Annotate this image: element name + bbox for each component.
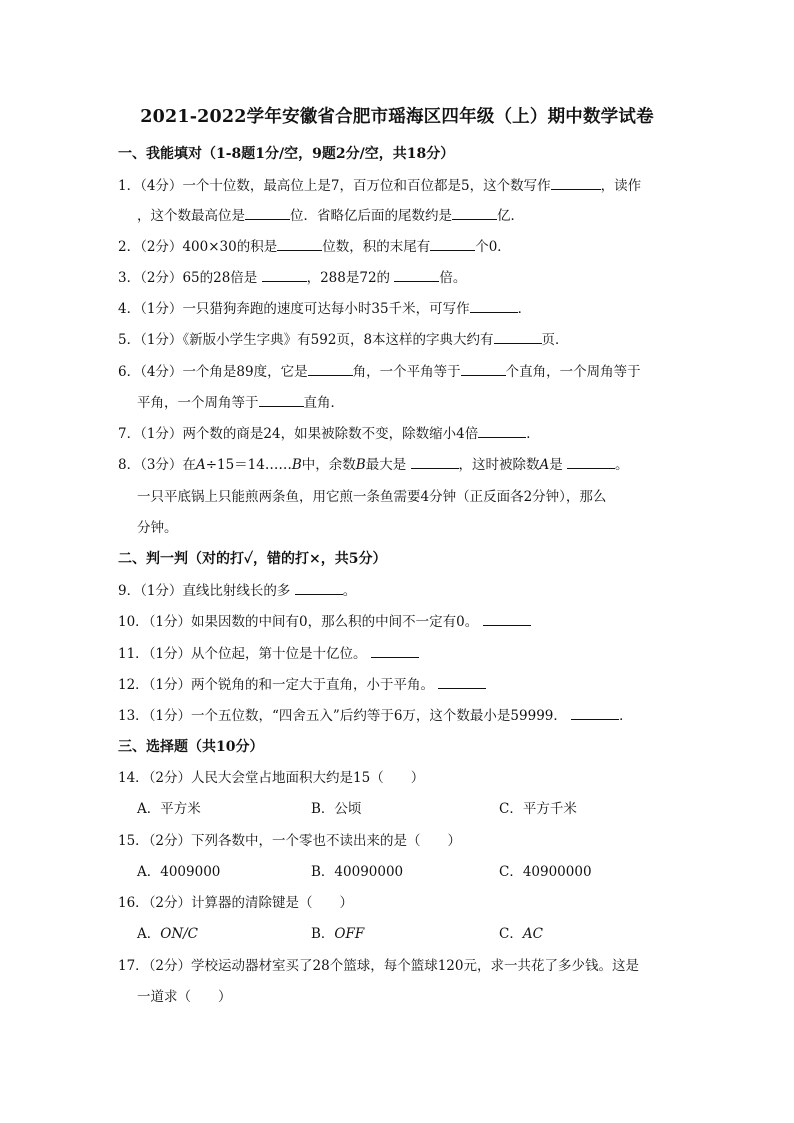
question-score: （4分） bbox=[140, 178, 183, 194]
option-value: ON/C bbox=[160, 926, 199, 942]
question-score: （1分） bbox=[148, 646, 192, 662]
question-text: 。 bbox=[615, 457, 629, 473]
question-text: ，这个数最高位是 bbox=[137, 208, 245, 224]
question-text: ． bbox=[526, 426, 540, 442]
question-text: 亿． bbox=[497, 208, 524, 224]
exam-title: 2021-2022学年安徽省合肥市瑶海区四年级（上）期中数学试卷 bbox=[140, 107, 654, 127]
question-10 bbox=[118, 613, 531, 631]
question-score: （1分） bbox=[140, 301, 183, 317]
answer-blank[interactable] bbox=[551, 177, 601, 190]
question-score: （1分） bbox=[140, 583, 183, 599]
question-score: （1分） bbox=[140, 332, 183, 348]
question-text: ÷15＝14…… bbox=[205, 457, 292, 473]
question-8-continued bbox=[137, 519, 178, 537]
question-number: 1． bbox=[118, 178, 141, 194]
question-4 bbox=[118, 300, 531, 318]
question-score: （4分） bbox=[140, 364, 183, 380]
question-text: 一只平底锅上只能煎两条鱼，用它煎一条鱼需要4分钟（正反面各2分钟），那么 bbox=[137, 489, 607, 505]
question-number: 6． bbox=[118, 364, 141, 380]
option-label: B． bbox=[311, 926, 335, 942]
question-score: （2分） bbox=[140, 270, 183, 286]
option-a[interactable] bbox=[137, 925, 198, 943]
answer-blank[interactable] bbox=[262, 269, 307, 282]
option-value: OFF bbox=[334, 926, 365, 942]
question-text: 一个五位数，“四舍五入”后约等于6万，这个数最小是59999． bbox=[191, 708, 572, 724]
answer-blank[interactable] bbox=[277, 238, 322, 251]
option-label: A． bbox=[137, 926, 161, 942]
section-1-heading: 一、我能填对（1-8题1分/空，9题2分/空，共18分） bbox=[118, 146, 455, 162]
question-text: 学校运动器材室买了28个篮球，每个篮球120元，求一共花了多少钱。这是 bbox=[191, 958, 639, 974]
question-7 bbox=[118, 425, 540, 443]
question-number: 7． bbox=[118, 426, 141, 442]
question-text: 两个锐角的和一定大于直角，小于平角。 bbox=[191, 677, 439, 693]
option-label: C． bbox=[499, 926, 523, 942]
answer-blank[interactable] bbox=[245, 207, 290, 220]
question-8-continued bbox=[137, 488, 606, 506]
question-number: 12． bbox=[118, 677, 149, 693]
question-8 bbox=[118, 456, 629, 474]
question-number: 9． bbox=[118, 583, 141, 599]
answer-blank[interactable] bbox=[308, 363, 353, 376]
question-text: 分钟。 bbox=[137, 520, 178, 536]
question-text: ，读作 bbox=[600, 178, 642, 194]
variable-b: B bbox=[291, 457, 302, 473]
section-2-heading: 二、判一判（对的打✓，错的打×，共5分） bbox=[118, 551, 387, 567]
question-score: （2分） bbox=[140, 239, 183, 255]
answer-blank[interactable] bbox=[394, 269, 439, 282]
question-12 bbox=[118, 676, 486, 694]
question-score: （1分） bbox=[148, 708, 192, 724]
question-14 bbox=[118, 769, 424, 787]
answer-blank[interactable] bbox=[478, 425, 526, 438]
question-text: ． bbox=[517, 301, 532, 317]
question-number: 13． bbox=[118, 708, 149, 724]
answer-blank[interactable] bbox=[461, 363, 506, 376]
question-6 bbox=[118, 363, 641, 381]
question-number: 2． bbox=[118, 239, 141, 255]
question-text: 中，余数 bbox=[301, 457, 356, 473]
question-text: 65的28倍是 bbox=[182, 270, 262, 286]
question-17-continued bbox=[137, 988, 232, 1006]
question-15 bbox=[118, 832, 461, 850]
question-number: 5． bbox=[118, 332, 141, 348]
option-c[interactable] bbox=[499, 925, 543, 943]
answer-blank[interactable] bbox=[371, 645, 419, 658]
question-number: 16． bbox=[118, 895, 149, 911]
answer-blank[interactable] bbox=[430, 238, 475, 251]
question-text: 位数，积的末尾有 bbox=[322, 239, 431, 255]
question-text: 一个十位数，最高位上是7，百万位和百位都是5，这个数写作 bbox=[182, 178, 551, 194]
answer-blank[interactable] bbox=[259, 394, 304, 407]
question-number: 15． bbox=[118, 833, 149, 849]
question-1 bbox=[118, 177, 641, 195]
question-text: 一只猎狗奔跑的速度可达每小时35千米，可写作 bbox=[182, 301, 470, 317]
question-text: 最大是 bbox=[365, 457, 411, 473]
question-text: 倍。 bbox=[439, 270, 467, 286]
question-text: 平角，一个周角等于 bbox=[137, 395, 259, 411]
question-text: 。 bbox=[342, 583, 357, 599]
question-2 bbox=[118, 238, 511, 256]
question-text: 位．省略亿后面的尾数约是 bbox=[290, 208, 452, 224]
question-text: ． bbox=[619, 708, 633, 724]
question-number: 4． bbox=[118, 301, 141, 317]
question-text: 计算器的清除键是（ ） bbox=[191, 895, 354, 911]
question-9 bbox=[118, 582, 356, 600]
question-17 bbox=[118, 957, 639, 975]
answer-blank[interactable] bbox=[483, 613, 531, 626]
question-text: 角，一个平角等于 bbox=[352, 364, 461, 380]
question-number: 14． bbox=[118, 770, 149, 786]
answer-blank[interactable] bbox=[567, 456, 615, 469]
question-1-continued bbox=[137, 207, 524, 225]
question-score: （2分） bbox=[148, 770, 192, 786]
question-number: 3． bbox=[118, 270, 141, 286]
question-text: 一个角是89度，它是 bbox=[182, 364, 308, 380]
question-text: 个直角，一个周角等于 bbox=[505, 364, 641, 380]
question-16 bbox=[118, 894, 353, 912]
option-value: AC bbox=[522, 926, 543, 942]
option-c[interactable]: C．平方千米 bbox=[499, 801, 577, 817]
answer-blank[interactable] bbox=[571, 707, 619, 720]
question-text: 在 bbox=[182, 457, 196, 473]
question-5 bbox=[118, 331, 569, 349]
question-11 bbox=[118, 645, 419, 663]
question-text: 《新版小学生字典》有592页，8本这样的字典大约有 bbox=[182, 332, 494, 348]
answer-blank[interactable] bbox=[470, 300, 518, 313]
question-score: （1分） bbox=[148, 614, 192, 630]
question-text: 是 bbox=[549, 457, 568, 473]
question-text: 从个位起，第十位是十亿位。 bbox=[191, 646, 371, 662]
section-3-heading: 三、选择题（共10分） bbox=[118, 739, 264, 755]
option-a[interactable]: A．平方米 bbox=[137, 801, 201, 817]
question-text: 一道求（ ） bbox=[137, 989, 232, 1005]
variable-a: A bbox=[539, 457, 550, 473]
question-text: 400×30的积是 bbox=[182, 239, 278, 255]
question-text: 如果因数的中间有0，那么积的中间不一定有0。 bbox=[191, 614, 483, 630]
question-score: （2分） bbox=[148, 833, 192, 849]
question-score: （3分） bbox=[140, 457, 183, 473]
answer-blank[interactable] bbox=[452, 207, 497, 220]
question-3 bbox=[118, 269, 466, 287]
variable-b: B bbox=[355, 457, 366, 473]
answer-blank[interactable] bbox=[411, 456, 459, 469]
variable-a: A bbox=[195, 457, 206, 473]
option-a[interactable]: A．4009000 bbox=[137, 864, 221, 880]
option-c[interactable]: C．40900000 bbox=[499, 864, 592, 880]
option-b[interactable]: B．公顷 bbox=[311, 801, 362, 817]
question-text: 下列各数中，一个零也不读出来的是（ ） bbox=[191, 833, 462, 849]
option-b[interactable]: B．40090000 bbox=[311, 864, 404, 880]
question-text: ，288是72的 bbox=[306, 270, 395, 286]
question-text: 直角． bbox=[303, 395, 344, 411]
answer-blank[interactable] bbox=[295, 582, 343, 595]
question-number: 8． bbox=[118, 457, 141, 473]
question-6-continued bbox=[137, 394, 344, 412]
question-text: ，这时被除数 bbox=[458, 457, 540, 473]
question-number: 17． bbox=[118, 958, 149, 974]
question-score: （1分） bbox=[140, 426, 183, 442]
question-number: 10． bbox=[118, 614, 149, 630]
question-text: 个0． bbox=[475, 239, 511, 255]
question-score: （1分） bbox=[148, 677, 192, 693]
question-score: （2分） bbox=[148, 895, 192, 911]
option-b[interactable] bbox=[311, 925, 364, 943]
question-13 bbox=[118, 707, 633, 725]
question-text: 页． bbox=[541, 332, 569, 348]
question-number: 11． bbox=[118, 646, 149, 662]
question-score: （2分） bbox=[148, 958, 192, 974]
question-text: 两个数的商是24，如果被除数不变，除数缩小4倍 bbox=[182, 426, 479, 442]
answer-blank[interactable] bbox=[438, 676, 486, 689]
answer-blank[interactable] bbox=[494, 331, 542, 344]
question-text: 人民大会堂占地面积大约是15（ ） bbox=[191, 770, 425, 786]
question-text: 直线比射线长的多 bbox=[182, 583, 295, 599]
